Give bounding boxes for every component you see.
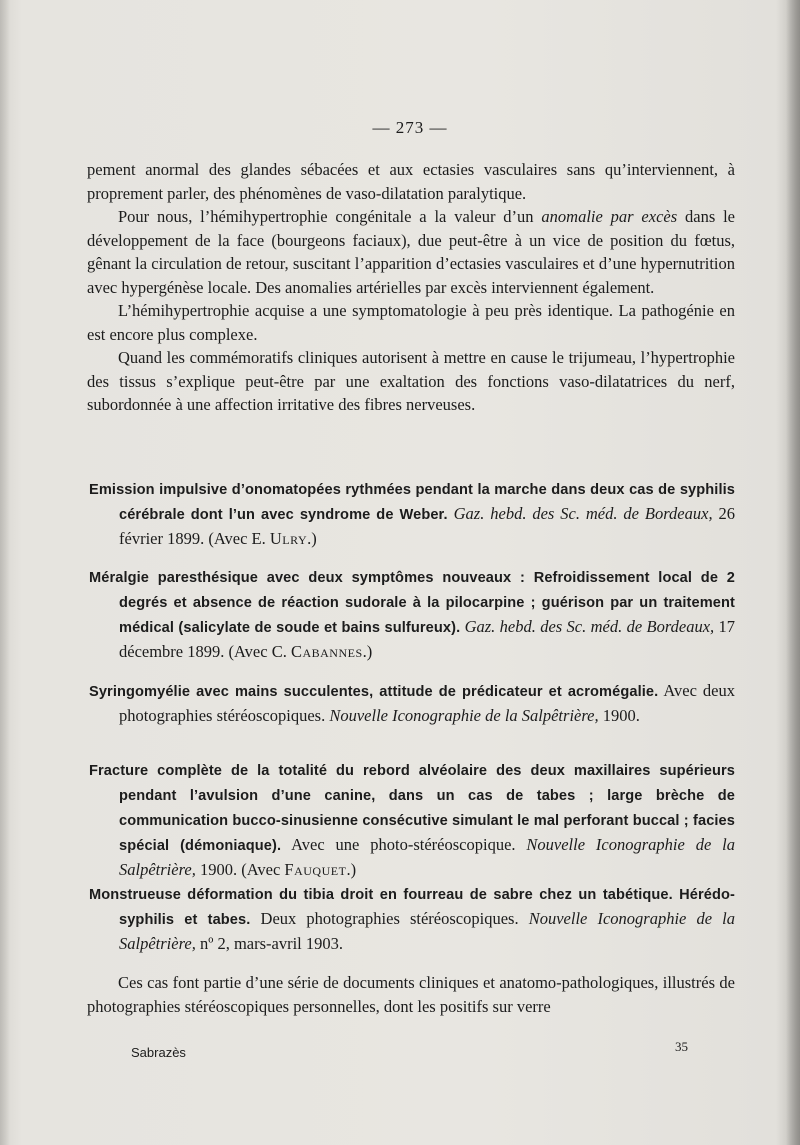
entry-title: Emission impulsive d’onomatopées rythmées pendant la marche dans deux cas de syphilis cérébrale dont l’un avec syndrome de Weber. (89, 482, 735, 523)
closing-text (87, 971, 735, 1018)
entry-title: Monstrueuse déformation du tibia droit en fourreau de sabre chez un tabétique. Hérédo-syphilis et tabes. (89, 887, 735, 928)
entry-date: nº 2, mars-avril 1903. (195, 934, 343, 953)
entry-description: Deux photographies stéréoscopiques. (250, 909, 529, 928)
entry-description: Avec une photo-stéréoscopique. (281, 835, 527, 854)
entry-source: Gaz. hebd. des Sc. méd. de Bordeaux, (453, 504, 713, 523)
entry-end: .) (362, 642, 373, 661)
bibliography-entry (89, 758, 735, 882)
bibliography-entry (89, 477, 735, 551)
entry-coauthor: Cabannes (290, 642, 363, 661)
bibliography-entry (89, 882, 735, 956)
entry-source: Gaz. hebd. des Sc. méd. de Bordeaux, (464, 617, 715, 636)
entry-title: Méralgie paresthésique avec deux symptômes nouveaux : Refroidissement local de 2 degrés et absence de réaction sudorale à la pilocarpine ; guérison par un traitement médical (salicylate de soude et bains sulfureux). (89, 570, 735, 636)
entry-title: Syringomyélie avec mains succulentes, attitude de prédicateur et acromégalie. (89, 684, 659, 700)
entry-date: 1900. (598, 706, 640, 725)
entry-description: Avec deux photographies stéréoscopiques. (119, 681, 735, 725)
paragraph-hemihypertrophie-congenitale (87, 205, 735, 299)
entry-end: .) (346, 860, 357, 879)
footer-author: Sabrazès (131, 1045, 186, 1060)
entry-source: Nouvelle Iconographie de la Salpêtrière, (119, 835, 735, 879)
page-number: — 273 — (372, 118, 448, 137)
bibliography-entry (89, 565, 735, 664)
footer-signature: 35 (675, 1039, 688, 1054)
closing-paragraph: Ces cas font partie d’une série de documents cliniques et anatomo-pathologiques, illustrés de photographies stéréoscopiques personnelles, dont les positifs sur verre (87, 973, 735, 1016)
entry-date: 17 décembre 1899. (Avec C. (119, 617, 736, 661)
emphasis-text: anomalie par excès (541, 207, 678, 226)
paragraph-continuation: pement anormal des glandes sébacées et aux ectasies vasculaires sans qu’interviennent, à proprement parler, des phénomènes de vaso-dilatation paralytique. (87, 160, 735, 203)
entry-coauthor: Fauquet (284, 860, 347, 879)
entry-date: 26 février 1899. (Avec E. (119, 504, 735, 548)
paragraph-hemihypertrophie-acquise: L’hémihypertrophie acquise a une symptomatologie à peu près identique. La pathogénie en est encore plus complexe. (87, 301, 735, 344)
page-right-edge (786, 0, 800, 1145)
entry-source: Nouvelle Iconographie de la Salpêtrière, (119, 909, 736, 953)
entry-title: Fracture complète de la totalité du rebord alvéolaire des deux maxillaires supérieurs pendant l’avulsion d’une canine, dans un cas de tabes ; large brèche de communication bucco-sinusienne consécutive simulant le mal perforant buccal ; facies spécial (démoniaque). (89, 763, 735, 854)
entry-source: Nouvelle Iconographie de la Salpêtrière, (329, 706, 599, 725)
intro-text (87, 158, 735, 417)
page-left-edge (0, 0, 10, 1145)
paragraph-rest: dans le développement de la face (bourgeons faciaux), due peut-être à un vice de position du fœtus, gênant la circulation de retour, suscitant l’apparition d’ectasies vasculaires et d’une hypernutrition avec hypergénèse locale. Des anomalies artérielles par excès interviennent également. (87, 207, 736, 297)
entry-end: .) (307, 529, 317, 548)
entry-coauthor: Ulry (269, 529, 308, 548)
entry-date: 1900. (Avec (195, 860, 285, 879)
bibliography-entry (89, 679, 735, 728)
paragraph-trijumeau: Quand les commémoratifs cliniques autorisent à mettre en cause le trijumeau, l’hypertrophie des tissus s’explique peut-être par une exaltation des fonctions vaso-dilatatrices du nerf, subordonnée à une affection irritative des fibres nerveuses. (87, 348, 735, 414)
paragraph-lead: Pour nous, l’hémihypertrophie congénitale a la valeur d’un (118, 207, 542, 226)
